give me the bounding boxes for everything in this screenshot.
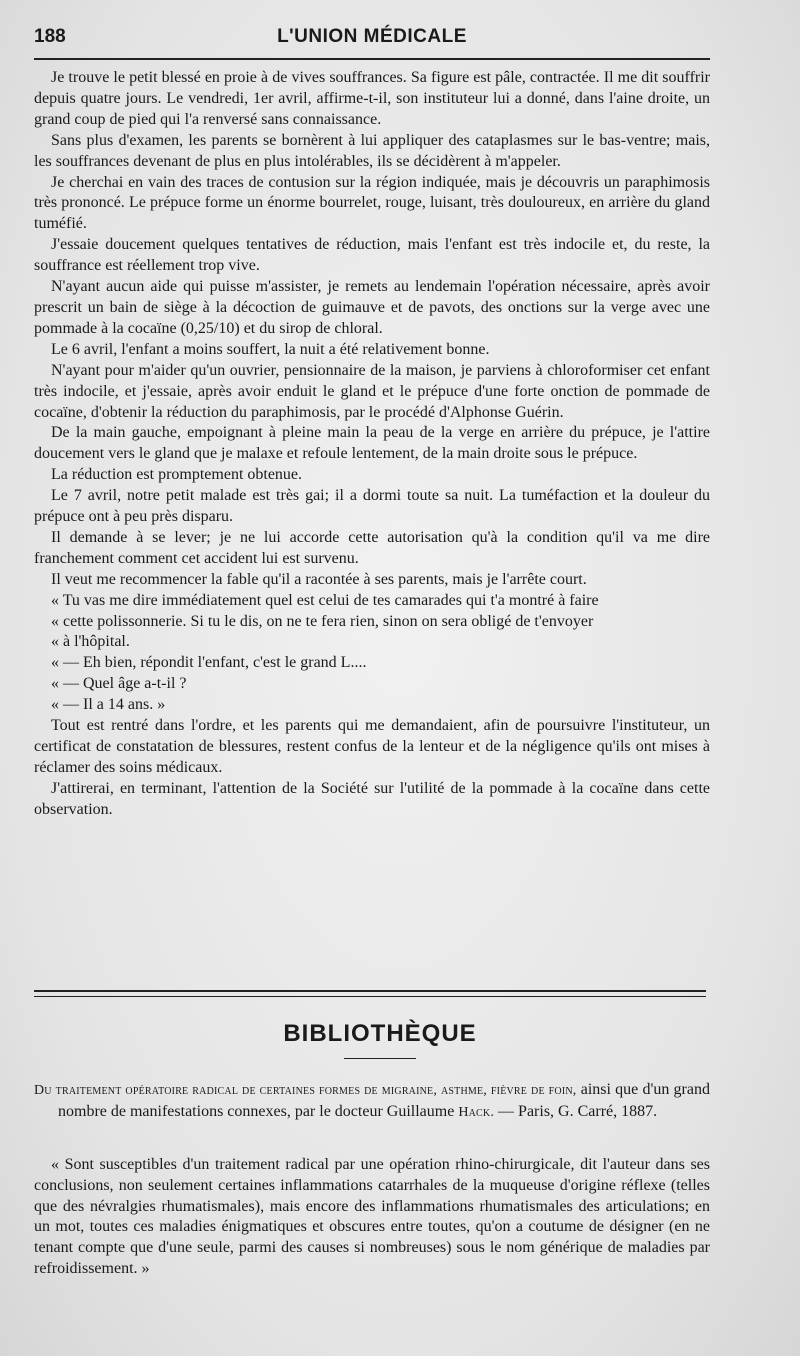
paragraph: J'attirerai, en terminant, l'attention de la Société sur l'utilité de la pommade à la cocaïne dans cette observation. [34, 779, 710, 818]
paragraph: Il demande à se lever; je ne lui accorde cette autorisation qu'à la condition qu'il va me dire franchement comment cet accident lui est survenu. [34, 528, 710, 567]
title-underline [344, 1058, 416, 1059]
paragraph: Je trouve le petit blessé en proie à de vives souffrances. Sa figure est pâle, contractée. Il me dit souffrir depuis quatre jours. Le vendredi, 1er avril, affirme-t-il, son instituteur lui a donné, dans l'aine droite, un grand coup de pied qui l'a renversé sans connaissance. [34, 69, 710, 128]
section-title: BIBLIOTHÈQUE [283, 1020, 477, 1047]
paragraph: Sans plus d'examen, les parents se bornèrent à lui appliquer des cataplasmes sur le bas-ventre; mais, les souffrances devenant de plus en plus intolérables, ils se décidèrent à m'appeler. [34, 131, 710, 170]
quote-line: « — Eh bien, répondit l'enfant, c'est le grand L.... [51, 654, 367, 672]
article-body [34, 68, 710, 821]
paragraph: N'ayant aucun aide qui puisse m'assister, je remets au lendemain l'opération nécessaire, après avoir prescrit un bain de siège à la décoction de guimauve et de pavots, des onctions sur la verge avec une pommade à la cocaïne (0,25/10) et du sirop de chloral. [34, 278, 710, 337]
paragraph: Le 7 avril, notre petit malade est très gai; il a dormi toute sa nuit. La tuméfaction et la douleur du prépuce ont à peu près disparu. [34, 487, 710, 526]
section-divider [34, 990, 706, 997]
paragraph: Je cherchai en vain des traces de contusion sur la région indiquée, mais je découvris un paraphimosis très prononcé. Le prépuce forme un énorme bourrelet, rouge, luisant, très douloureux, en arrière du gland tuméfié. [34, 173, 710, 233]
paragraph: De la main gauche, empoignant à pleine main la peau de la verge en arrière du prépuce, je l'attire doucement vers le gland que je malaxe et refoule lentement, de la main droite sous le prépuce. [34, 424, 710, 463]
quote-line: « cette polissonnerie. Si tu le dis, on ne te fera rien, sinon on sera obligé de t'envoyer [51, 612, 594, 630]
running-head: L'UNION MÉDICALE [277, 26, 467, 47]
quote-line: « à l'hôpital. [51, 633, 130, 651]
book-title-continued: ainsi que d'un grand nombre de manifestations connexes, par le docteur Guillaume [58, 1081, 710, 1120]
publisher-info: — Paris, G. Carré, 1887. [494, 1103, 658, 1120]
author-name: Hack. [458, 1105, 495, 1120]
page-header [34, 26, 710, 54]
paragraph: Il veut me recommencer la fable qu'il a racontée à ses parents, mais je l'arrête court. [51, 570, 587, 588]
bibliography-reference [34, 1079, 710, 1123]
review-quote: « Sont susceptibles d'un traitement radical par une opération rhino-chirurgicale, dit l'auteur dans ses conclusions, non seulement certaines inflammations catarrhales de la muqueuse d'origine réflexe (telles que des névralgies rhumatismales), mais encore des inflammations rhumatismales des articulations; en un mot, toutes ces maladies énigmatiques et obscures entre toutes, qu'on a coutume de désigner (en ne tenant compte que d'une seule, parmi des causes si nombreuses) sous le nom générique de maladies par refroidissement. » [34, 1156, 710, 1277]
book-title: Du traitement opératoire radical de certaines formes de migraine, asthme, fièvre de foin, [34, 1083, 577, 1098]
paragraph: La réduction est promptement obtenue. [51, 466, 303, 484]
page-number: 188 [34, 26, 66, 47]
paragraph: N'ayant pour m'aider qu'un ouvrier, pensionnaire de la maison, je parviens à chloroformiser cet enfant très indocile, et j'essaie, après avoir enduit le gland et le prépuce d'une forte onction de pommade de cocaïne, d'obtenir la réduction du paraphimosis, par le procédé d'Alphonse Guérin. [34, 361, 710, 421]
paragraph: Tout est rentré dans l'ordre, et les parents qui me demandaient, afin de poursuivre l'instituteur, un certificat de constatation de blessures, restent confus de la lenteur et de la négligence qu'ils ont mises à réclamer des soins médicaux. [34, 717, 710, 776]
paragraph: J'essaie doucement quelques tentatives de réduction, mais l'enfant est très indocile et, du reste, la souffrance est réellement trop vive. [34, 236, 710, 275]
quote-line: « — Il a 14 ans. » [51, 696, 166, 714]
header-rule [34, 58, 710, 60]
quote-line: « — Quel âge a-t-il ? [51, 675, 187, 693]
quote-line: « Tu vas me dire immédiatement quel est celui de tes camarades qui t'a montré à faire [51, 591, 599, 609]
paragraph: Le 6 avril, l'enfant a moins souffert, la nuit a été relativement bonne. [51, 340, 490, 358]
